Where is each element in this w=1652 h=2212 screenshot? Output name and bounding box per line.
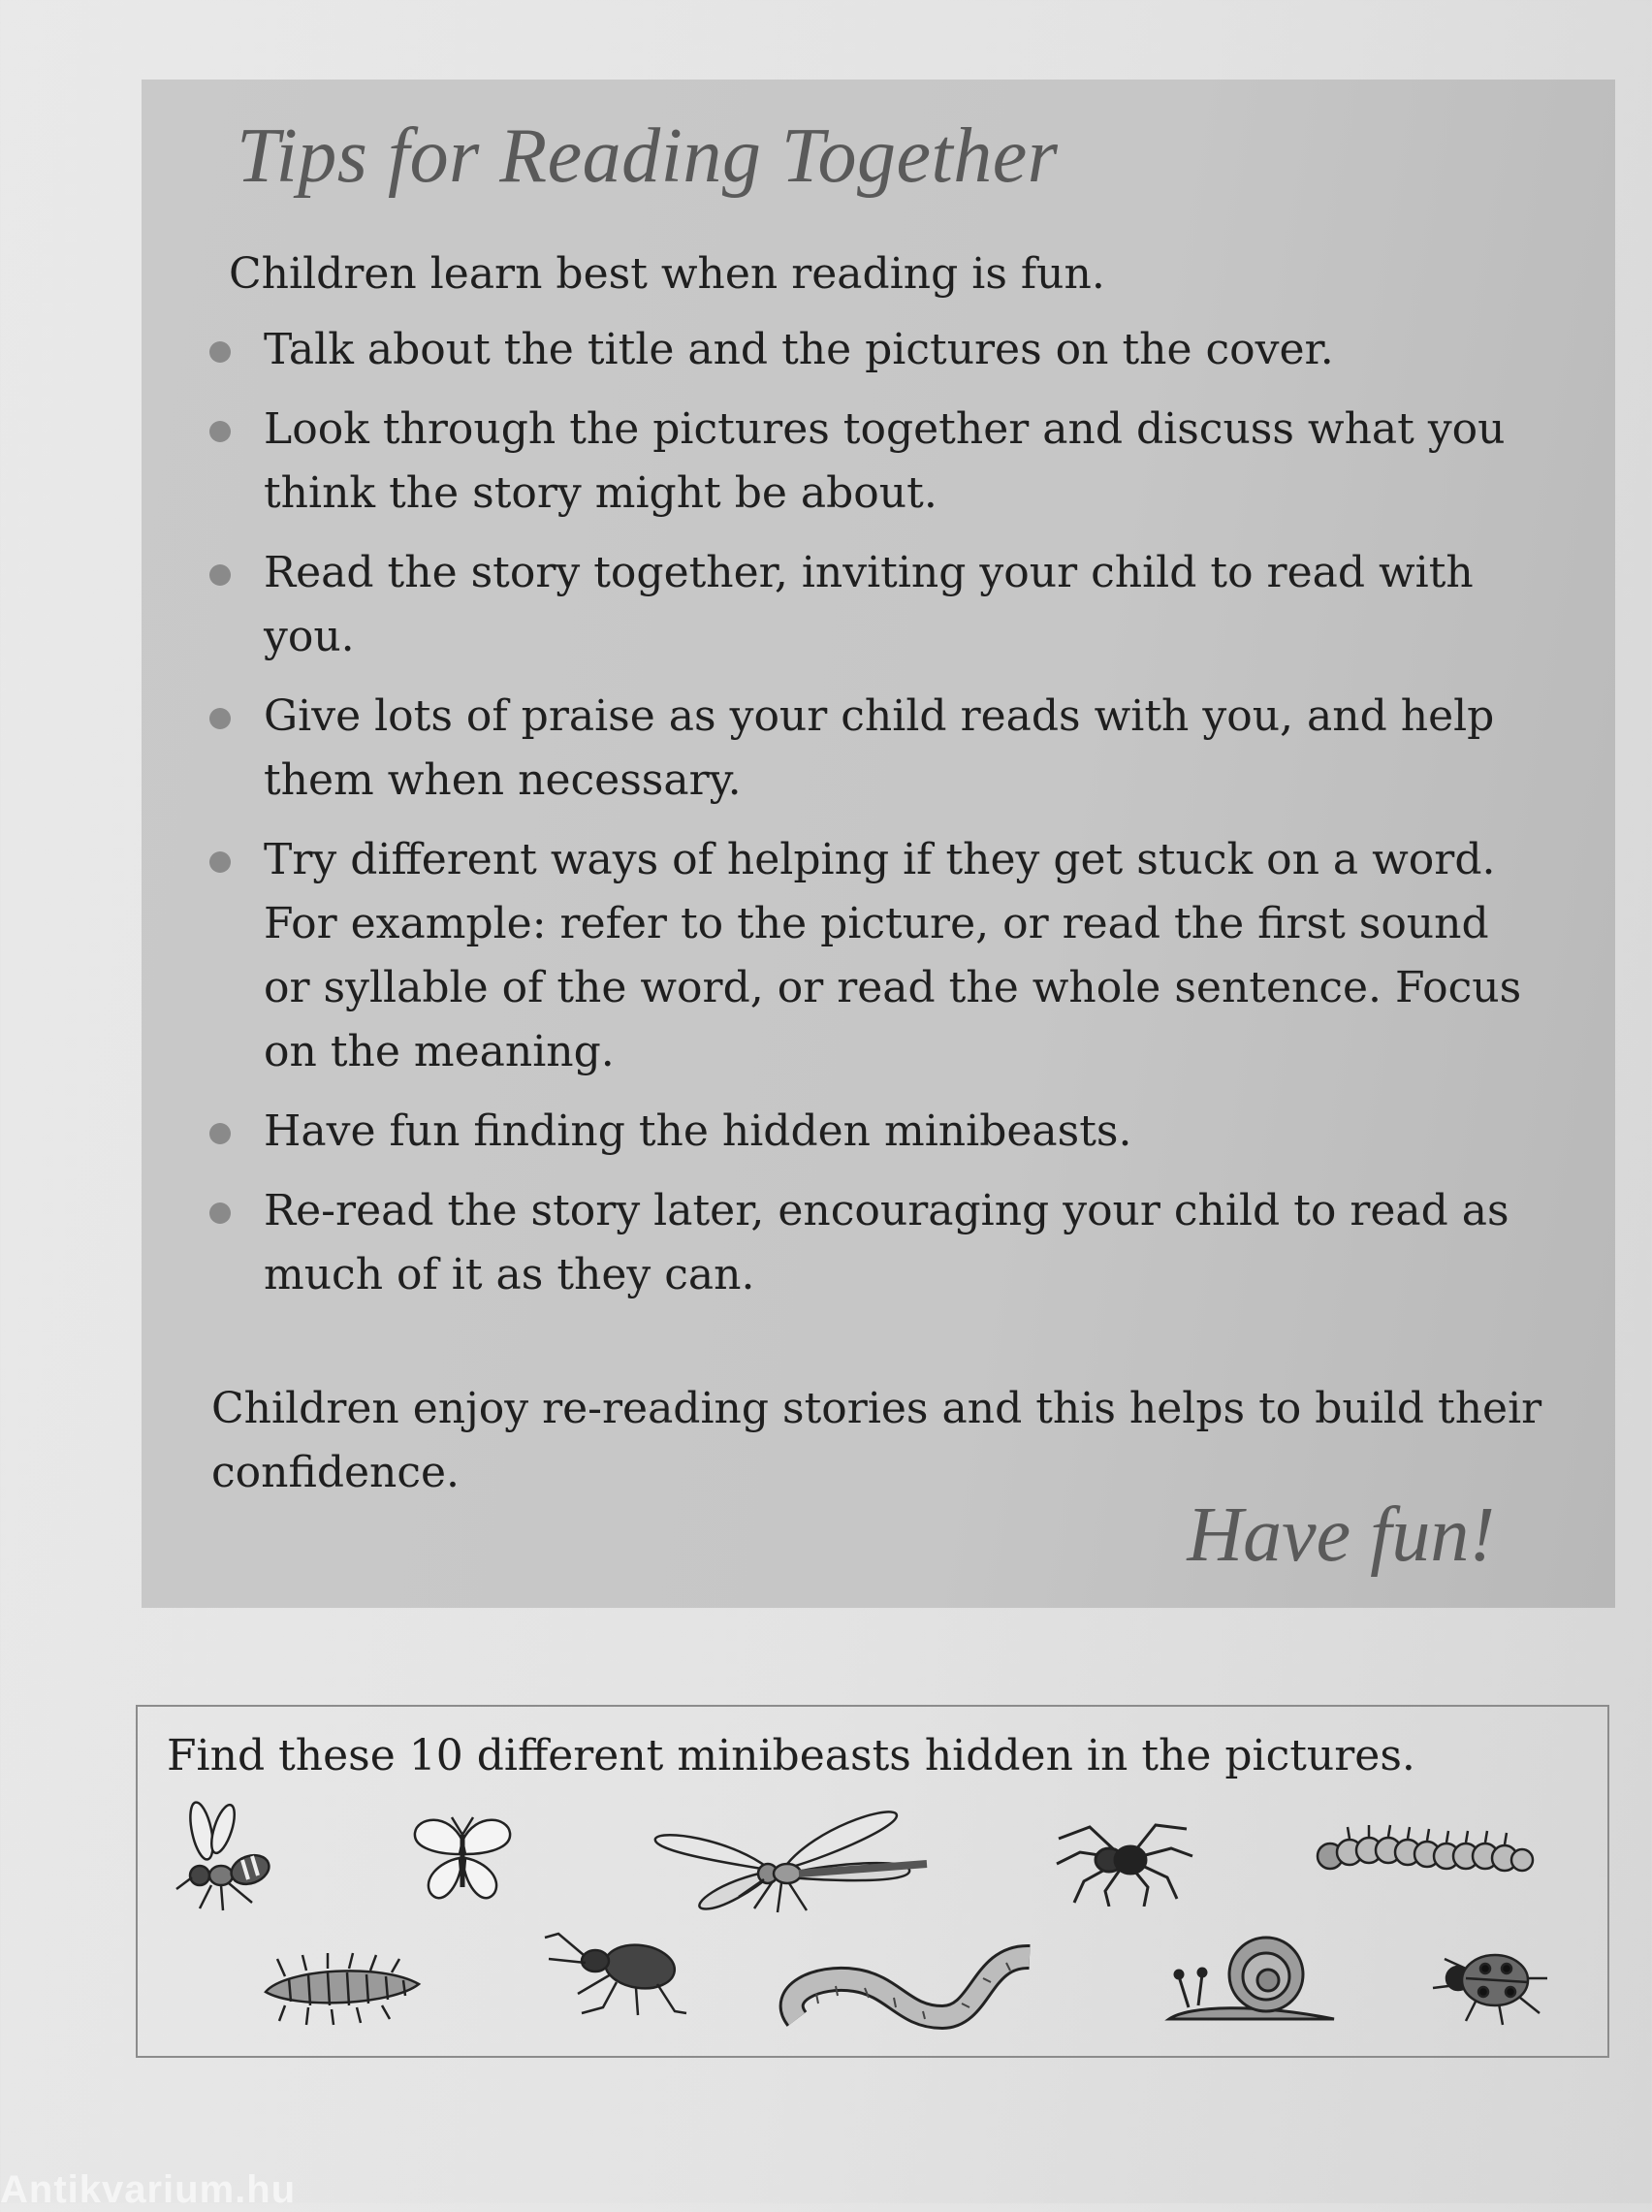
tip-text: Look through the pictures together and discuss what you think the story might be about.	[264, 404, 1506, 518]
closing-text: Children enjoy re-reading stories and this helps to build their confidence.	[211, 1384, 1542, 1497]
bullet-icon	[209, 341, 231, 363]
caterpillar-icon	[1315, 1815, 1538, 1903]
tip-text: Re-read the story later, encouraging your child to read as much of it as they can.	[264, 1186, 1509, 1299]
tip-item	[200, 1179, 1547, 1307]
tip-item	[200, 1100, 1547, 1164]
minibeasts-heading: Find these 10 different minibeasts hidden in the pictures.	[167, 1731, 1415, 1780]
watermark: Antikvarium.hu	[0, 2168, 297, 2211]
butterfly-icon	[409, 1811, 516, 1908]
minibeasts-box	[136, 1705, 1609, 2058]
tip-item	[200, 541, 1547, 669]
tips-panel	[142, 80, 1615, 1608]
sign-off: Have fun!	[1187, 1492, 1495, 1578]
tip-item	[200, 828, 1547, 1084]
spider-icon	[1051, 1810, 1196, 1907]
bullet-icon	[209, 708, 231, 729]
bullet-icon	[209, 421, 231, 442]
snail-icon	[1160, 1926, 1344, 2033]
tip-text: Read the story together, inviting your child to read with you.	[264, 548, 1474, 661]
bullet-icon	[209, 1123, 231, 1144]
tip-text: Give lots of praise as your child reads with you, and help them when necessary.	[264, 691, 1495, 805]
tip-text: Talk about the title and the pictures on the cover.	[264, 325, 1334, 374]
wasp-icon	[173, 1800, 279, 1926]
tips-list	[200, 318, 1547, 1323]
dragonfly-icon	[651, 1800, 933, 1926]
intro-text: Children learn best when reading is fun.	[229, 249, 1105, 299]
beetle-icon	[539, 1926, 694, 2023]
tip-text: Try different ways of helping if they get stuck on a word. For example: refer to the picture, or read the first sound or syllable of the word, or read the whole sentence. Focus on the meaning.	[264, 835, 1522, 1076]
tip-item	[200, 398, 1547, 526]
worm-icon	[778, 1936, 1049, 2042]
tip-item	[200, 318, 1547, 382]
tip-text: Have fun finding the hidden minibeasts.	[264, 1106, 1132, 1156]
ladybird-icon	[1427, 1940, 1553, 2027]
bullet-icon	[209, 564, 231, 586]
tip-item	[200, 685, 1547, 813]
tips-title: Tips for Reading Together	[237, 113, 1059, 199]
bullet-icon	[209, 851, 231, 873]
bullet-icon	[209, 1202, 231, 1224]
woodlouse-icon	[256, 1941, 430, 2029]
